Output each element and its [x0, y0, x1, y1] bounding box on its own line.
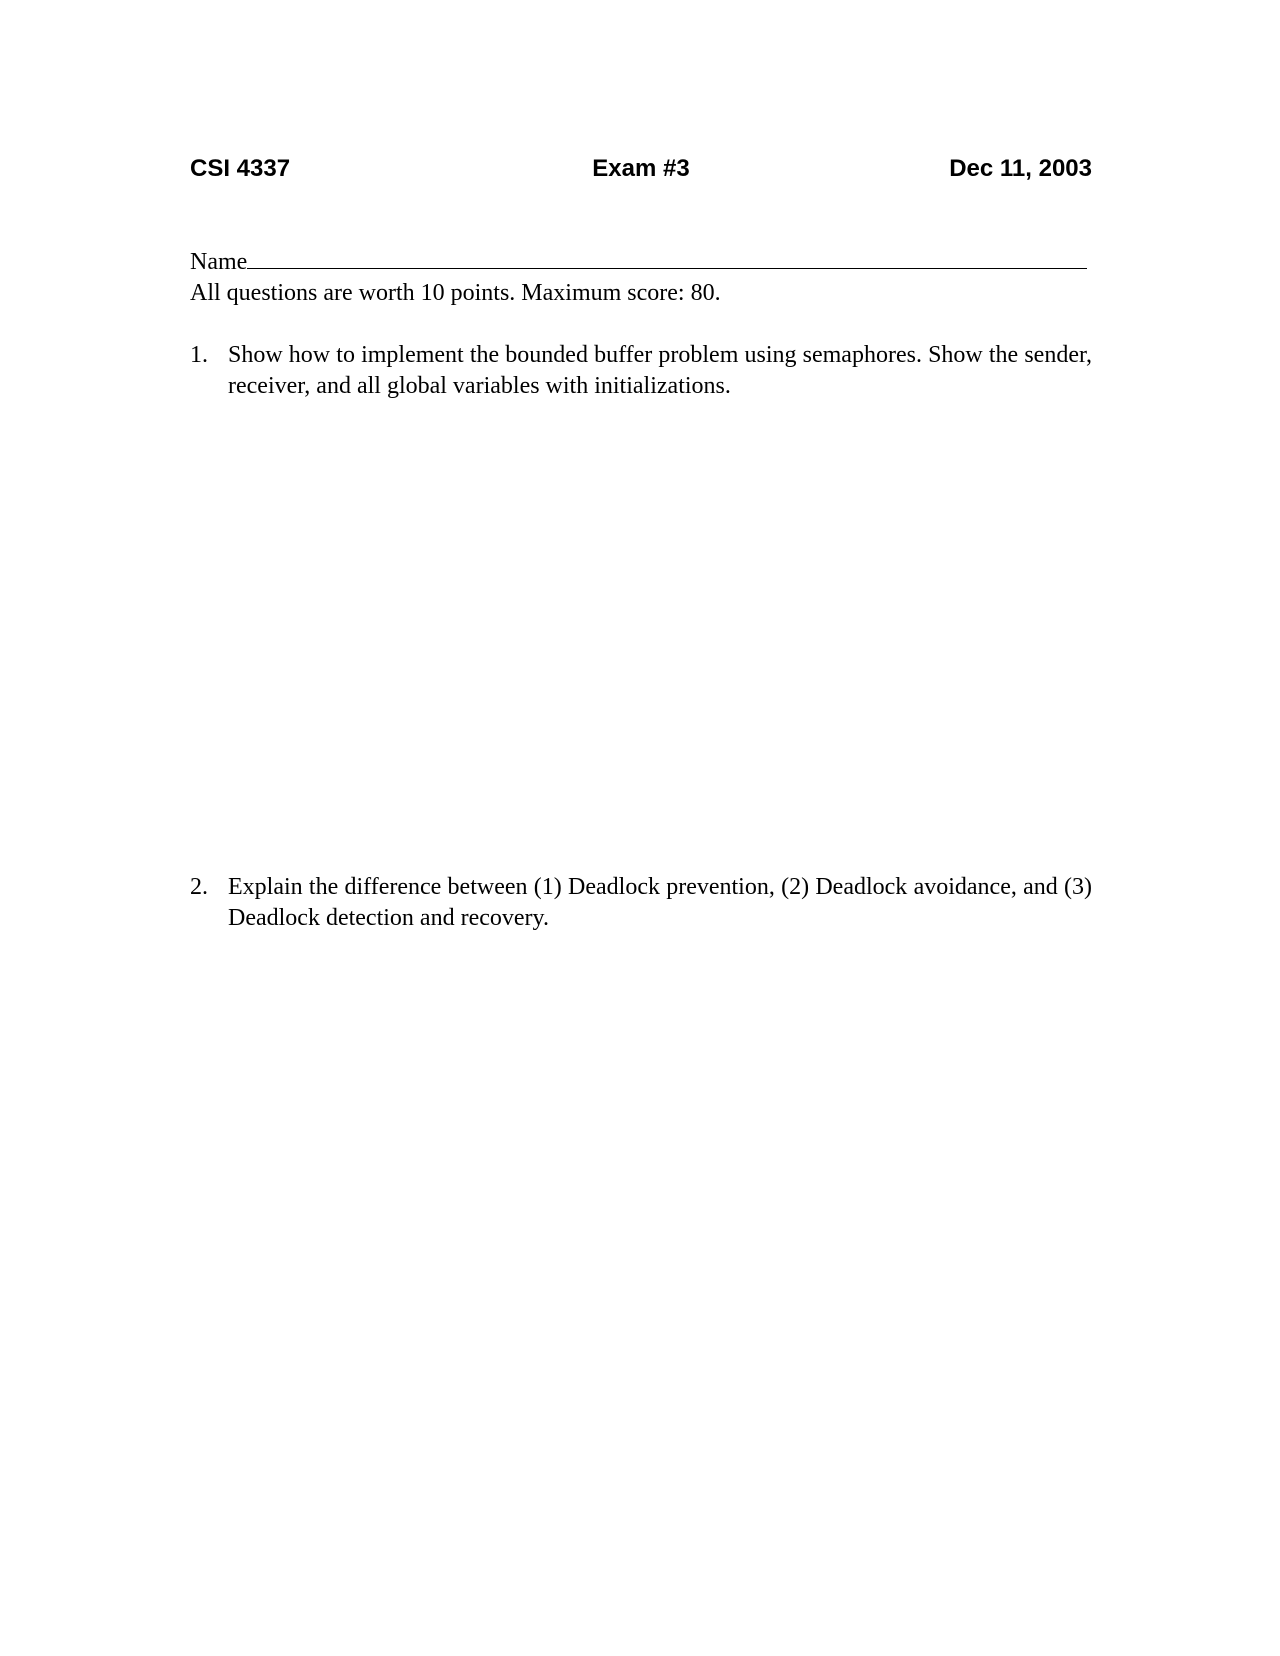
- course-code: CSI 4337: [190, 155, 291, 182]
- question-2: [190, 872, 1092, 934]
- question-number: 2.: [190, 874, 208, 900]
- question-1: [190, 340, 1092, 402]
- exam-title: Exam #3: [592, 155, 690, 182]
- name-label: Name: [190, 249, 248, 275]
- name-blank-line[interactable]: [247, 246, 1087, 269]
- exam-header: [190, 152, 1092, 186]
- name-field[interactable]: [190, 246, 1090, 277]
- exam-date: Dec 11, 2003: [949, 155, 1092, 182]
- instructions: All questions are worth 10 points. Maximum score: 80.: [190, 280, 721, 306]
- question-text: Show how to implement the bounded buffer problem using semaphores. Show the sender, receiver, and all global variables with initializations.: [228, 342, 1092, 399]
- question-text: Explain the difference between (1) Deadlock prevention, (2) Deadlock avoidance, and (3) Deadlock detection and recovery.: [228, 874, 1092, 931]
- question-number: 1.: [190, 342, 208, 368]
